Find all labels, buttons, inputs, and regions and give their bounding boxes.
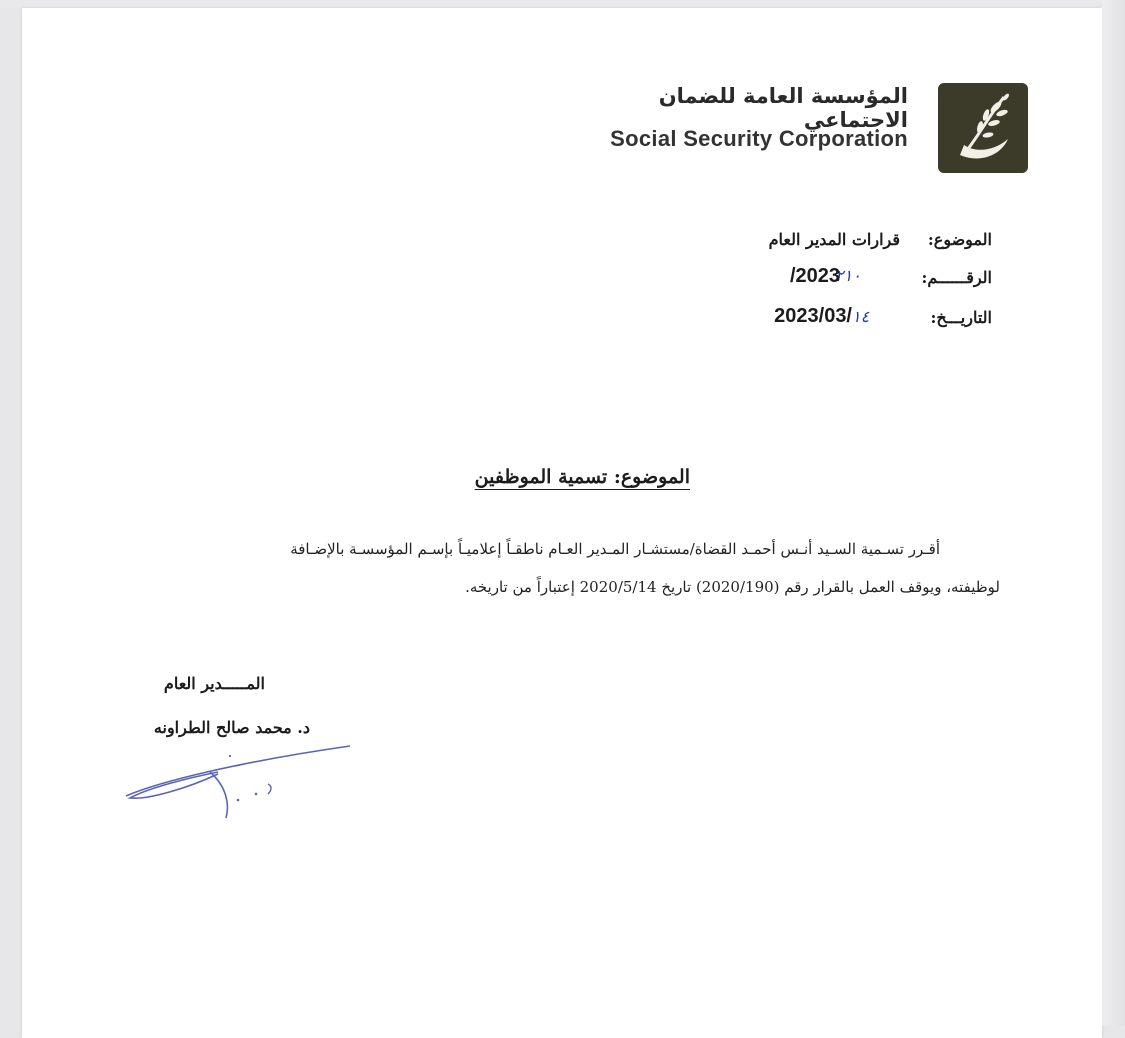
number-value: /2023	[789, 265, 840, 287]
signatory-name: د. محمد صالح الطراونه	[153, 718, 310, 737]
olive-branch-crescent-logo	[938, 83, 1028, 173]
subject-value: قرارات المدير العام	[768, 230, 900, 249]
date-handwritten: ١٤	[852, 307, 870, 326]
number-label: الرقــــــم:	[921, 268, 992, 287]
organization-name-arabic: المؤسسة العامة للضمان الاجتماعي	[658, 84, 908, 132]
body-line-2: لوظيفته، ويوقف العمل بالقرار رقم (2020/190) تاريخ 2020/5/14 إعتباراً من تاريخه.	[465, 578, 1000, 596]
date-label: التاريـــخ:	[930, 308, 992, 327]
date-value: 2023/03/	[774, 305, 852, 327]
number-handwritten: ٢١٠	[835, 266, 861, 285]
handwritten-signature	[118, 742, 368, 832]
page-top-edge	[0, 0, 1125, 8]
body-line-1: أقـرر تسـمية السـيد أنـس أحمـد القضاة/مستشـار المـدير العـام ناطقـاً إعلاميـاً بإسـم المؤسسـة بالإضـافة	[290, 540, 940, 558]
page-right-edge	[1102, 0, 1125, 1026]
subject-label: الموضوع:	[927, 230, 992, 249]
document-subject-heading: الموضوع: تسمية الموظفين	[474, 466, 690, 488]
signatory-title: المـــــدير العام	[163, 674, 265, 693]
organization-name-english: Social Security Corporation	[610, 126, 908, 151]
